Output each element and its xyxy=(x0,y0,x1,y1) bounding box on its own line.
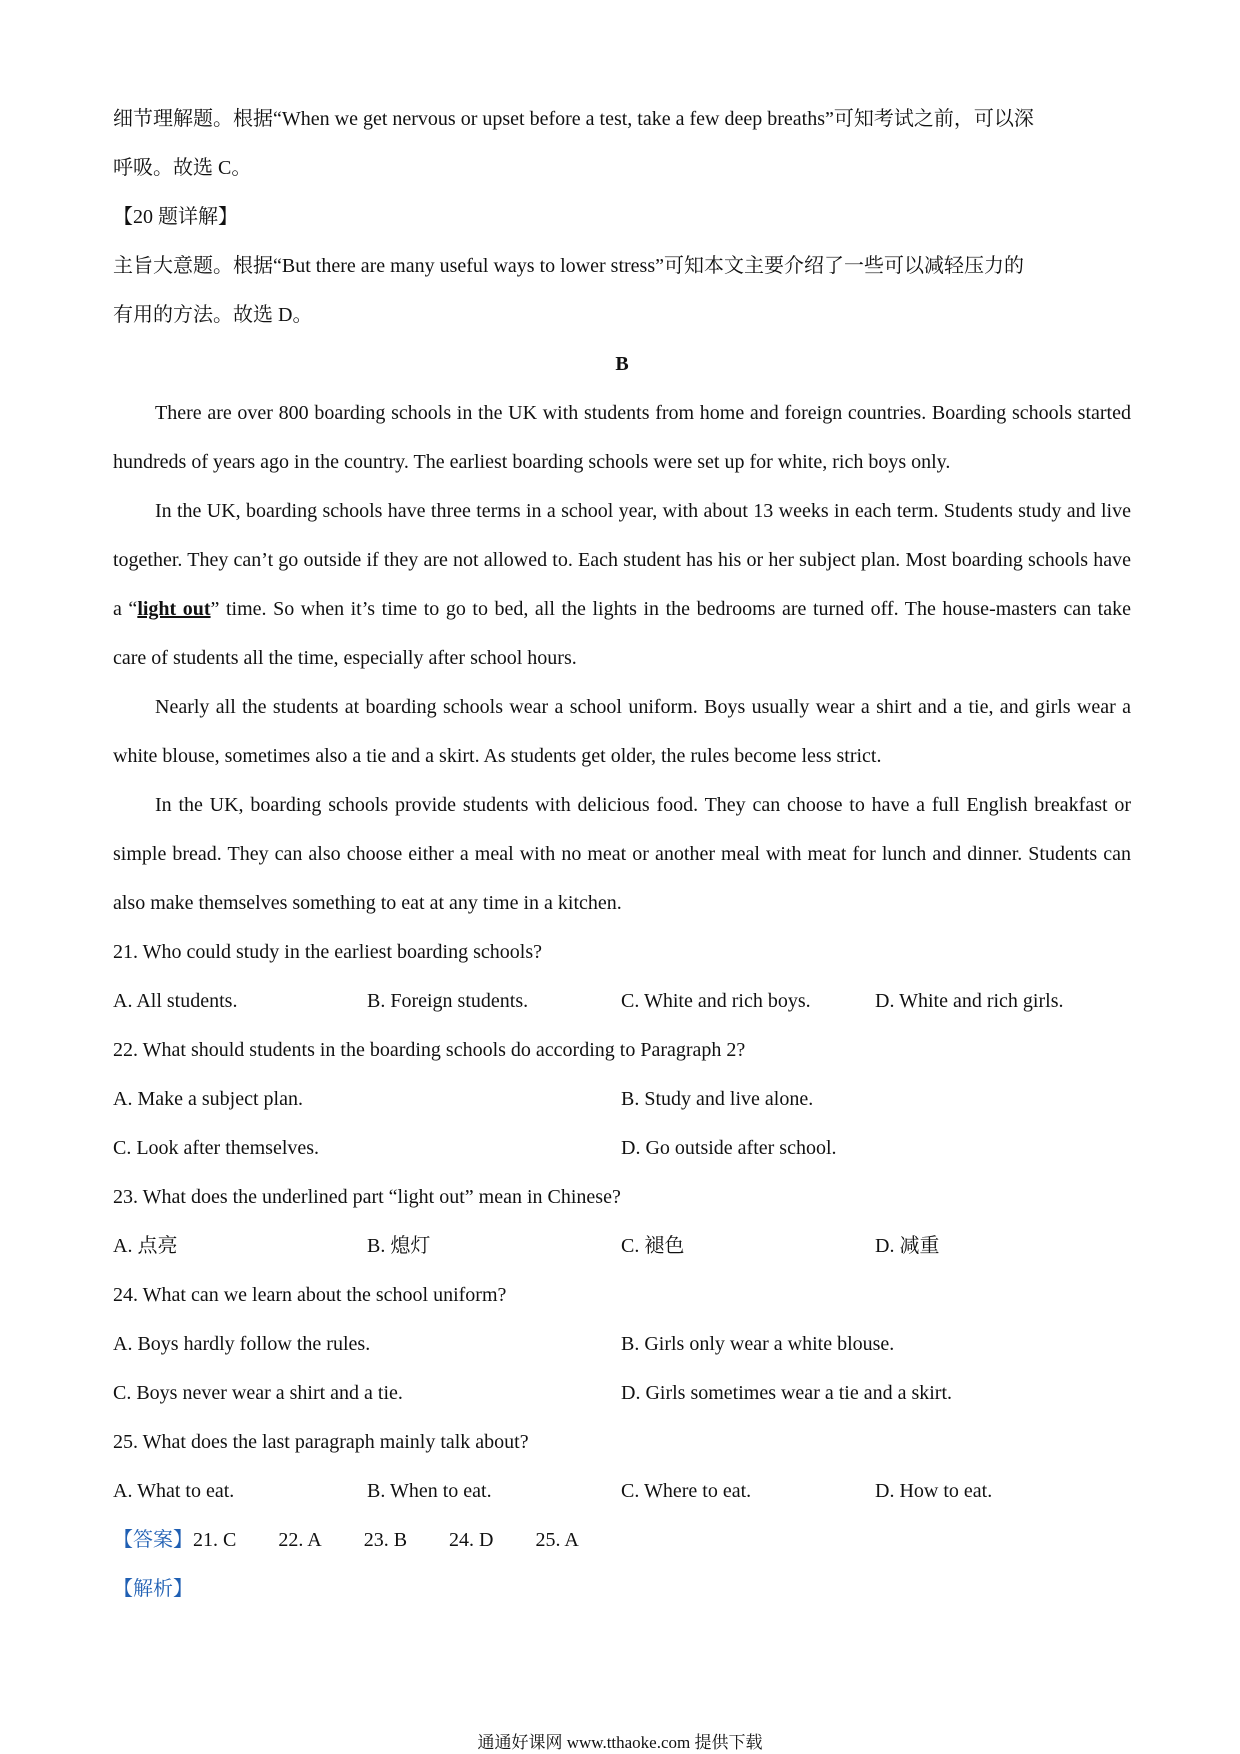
answer-item: 21. C xyxy=(193,1529,237,1551)
option-c: C. Boys never wear a shirt and a tie. xyxy=(113,1382,403,1404)
option-c: C. Where to eat. xyxy=(621,1480,752,1502)
answer-row xyxy=(113,1516,1131,1565)
passage-paragraph-4: In the UK, boarding schools provide students with delicious food. They can choose to have a full English breakfast or simple bread. They can also choose either a meal with no meat or another meal with meat for lunch and dinner. Students can also make themselves something to eat at any time in a kitchen. xyxy=(113,794,1131,914)
option-b: B. Girls only wear a white blouse. xyxy=(621,1333,895,1355)
option-a: A. What to eat. xyxy=(113,1480,235,1502)
question-23-options xyxy=(113,1222,1131,1271)
answer-item: 25. A xyxy=(535,1529,579,1551)
option-b: B. 熄灯 xyxy=(367,1235,431,1257)
q19-explanation-line1: 细节理解题。根据“When we get nervous or upset before a test, take a few deep breaths”可知考试之前，可以深 xyxy=(113,108,1034,130)
passage-paragraph-1: There are over 800 boarding schools in the UK with students from home and foreign countries. Boarding schools started hundreds of years ago in the country. The earliest boarding schools were set up for white, rich boys only. xyxy=(113,402,1131,473)
underlined-phrase: light out xyxy=(137,598,211,620)
option-b: B. Study and live alone. xyxy=(621,1088,814,1110)
section-title: B xyxy=(615,353,629,375)
passage-paragraph-2 xyxy=(113,487,1131,683)
q20-heading: 【20 题详解】 xyxy=(113,206,238,228)
page-footer: 通通好课网 www.tthaoke.com 提供下载 xyxy=(477,1733,763,1752)
question-23-stem: 23. What does the underlined part “light out” mean in Chinese? xyxy=(113,1186,621,1208)
option-d: D. Girls sometimes wear a tie and a skirt. xyxy=(621,1382,953,1404)
paragraph-2-part-a: In the UK, boarding schools have three terms in a school year, with about 13 weeks in each term. Students study and live together. They can’t go outside if they are not allowed to. Each student has his or her subject plan. Most boarding schools have a “ xyxy=(113,500,1131,620)
question-25-stem: 25. What does the last paragraph mainly talk about? xyxy=(113,1431,529,1453)
question-24-options-row2 xyxy=(113,1369,1131,1418)
answer-item: 24. D xyxy=(449,1529,494,1551)
option-c: C. White and rich boys. xyxy=(621,990,811,1012)
option-a: A. Make a subject plan. xyxy=(113,1088,303,1110)
question-21-stem: 21. Who could study in the earliest boarding schools? xyxy=(113,941,542,963)
option-c: C. Look after themselves. xyxy=(113,1137,320,1159)
document-page xyxy=(113,95,1131,1614)
q20-explanation-line2: 有用的方法。故选 D。 xyxy=(113,304,313,326)
analysis-label: 【解析】 xyxy=(113,1578,193,1600)
answer-label: 【答案】 xyxy=(113,1529,193,1551)
option-a: A. All students. xyxy=(113,990,238,1012)
question-22-options-row2 xyxy=(113,1124,1131,1173)
answer-item: 23. B xyxy=(363,1529,408,1551)
option-d: D. How to eat. xyxy=(875,1480,993,1502)
question-24-stem: 24. What can we learn about the school uniform? xyxy=(113,1284,507,1306)
q19-explanation-line2: 呼吸。故选 C。 xyxy=(113,157,252,179)
option-a: A. Boys hardly follow the rules. xyxy=(113,1333,371,1355)
option-d: D. 减重 xyxy=(875,1235,940,1257)
option-a: A. 点亮 xyxy=(113,1235,178,1257)
option-b: B. When to eat. xyxy=(367,1480,492,1502)
question-25-options xyxy=(113,1467,1131,1516)
answer-item: 22. A xyxy=(278,1529,322,1551)
question-24-options-row1 xyxy=(113,1320,1131,1369)
option-d: D. White and rich girls. xyxy=(875,990,1064,1012)
paragraph-2-part-b: ” time. So when it’s time to go to bed, all the lights in the bedrooms are turned off. The house-masters can take care of students all the time, especially after school hours. xyxy=(113,598,1131,669)
option-d: D. Go outside after school. xyxy=(621,1137,837,1159)
option-c: C. 褪色 xyxy=(621,1235,685,1257)
question-22-stem: 22. What should students in the boarding schools do according to Paragraph 2? xyxy=(113,1039,746,1061)
option-b: B. Foreign students. xyxy=(367,990,529,1012)
q20-explanation-line1: 主旨大意题。根据“But there are many useful ways to lower stress”可知本文主要介绍了一些可以减轻压力的 xyxy=(113,255,1024,277)
question-22-options-row1 xyxy=(113,1075,1131,1124)
question-21-options xyxy=(113,977,1131,1026)
passage-paragraph-3: Nearly all the students at boarding schools wear a school uniform. Boys usually wear a shirt and a tie, and girls wear a white blouse, sometimes also a tie and a skirt. As students get older, the rules become less strict. xyxy=(113,696,1131,767)
